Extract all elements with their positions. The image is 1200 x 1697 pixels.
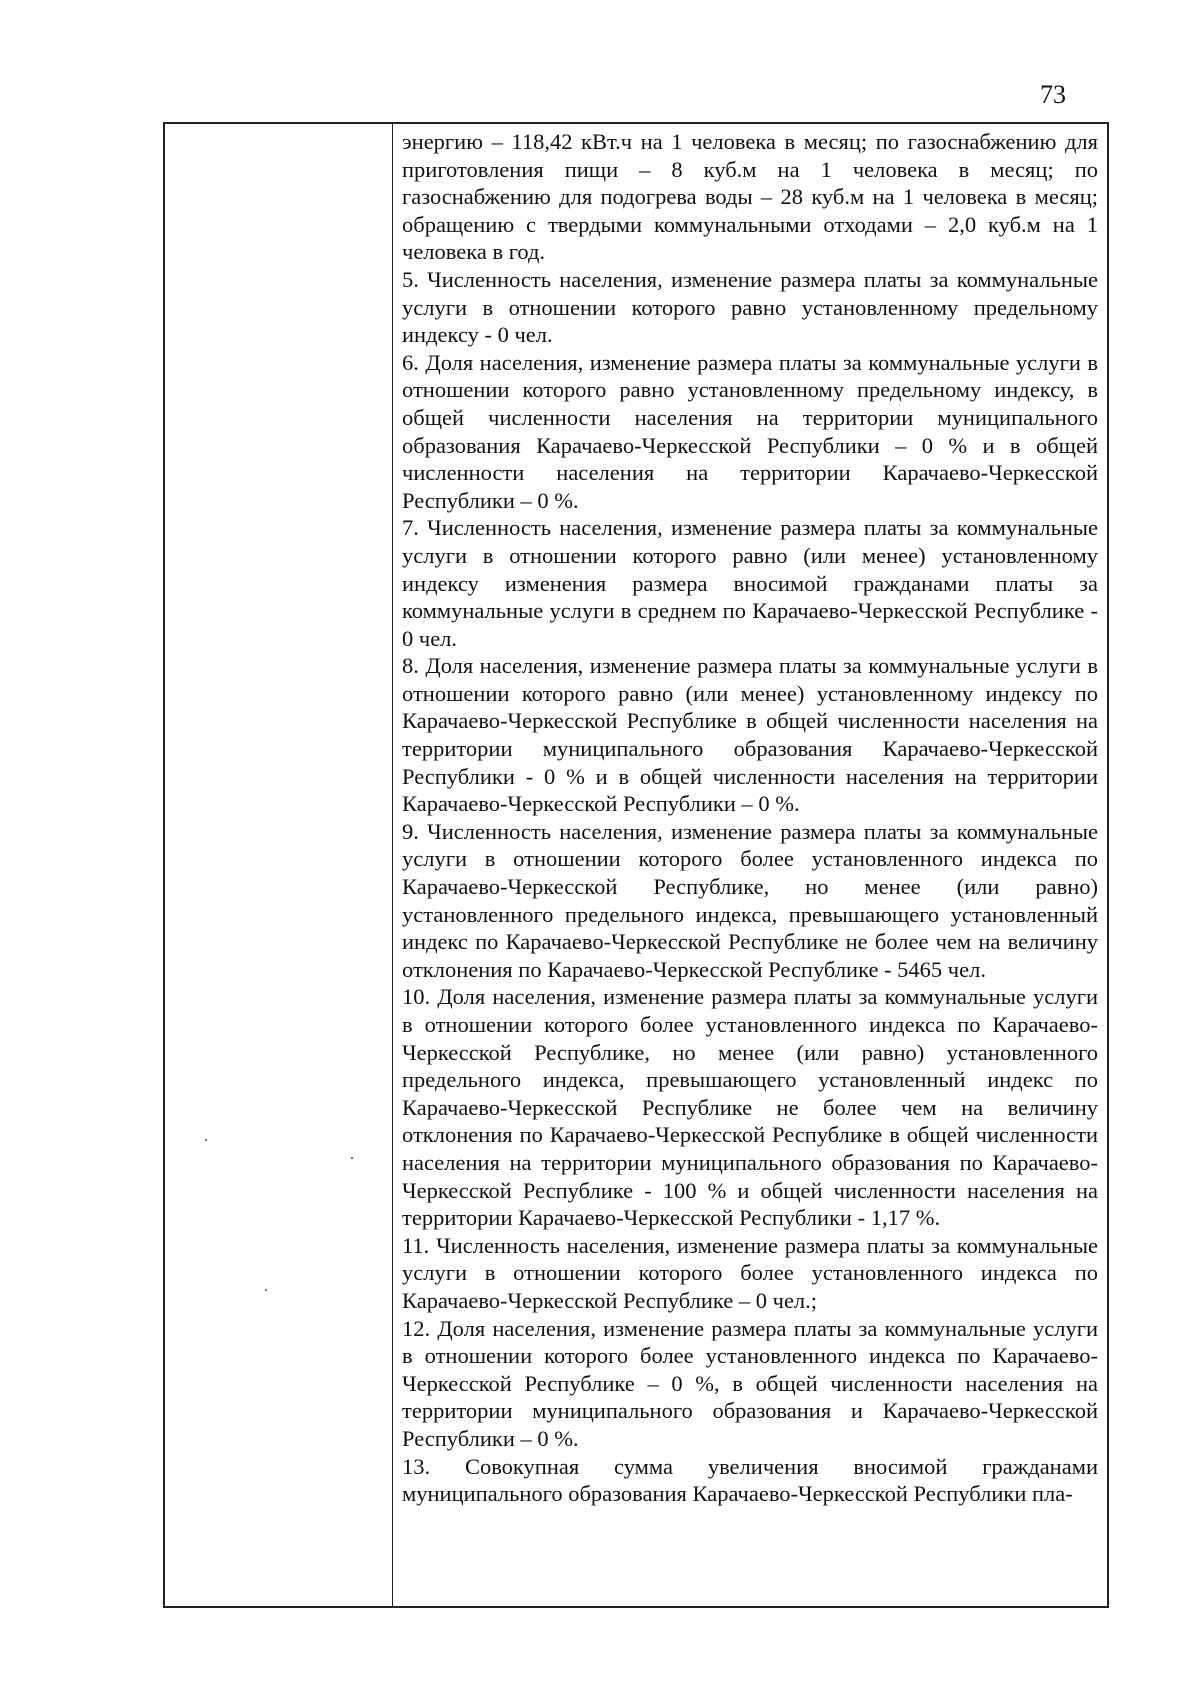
paragraph-item-11: 11. Численность населения, изменение размера платы за коммунальные услуги в отношении которого более установленного индекса по Карачаево-Черкесской Республике – 0 чел.; [402, 1232, 1098, 1313]
paragraph-item-8: 8. Доля населения, изменение размера платы за коммунальные услуги в отношении которого равно (или менее) установленному индексу по Карачаево-Черкесской Республике в общей численности населения на территории муниципального образования Карачаево-Черкесской Республики - 0 % и в общей численности населения на территории Карачаево-Черкесской Республики – 0 %. [402, 653, 1098, 817]
document-body [402, 128, 1098, 1508]
table-right-column [393, 124, 1107, 1606]
paragraph-item-13: 13. Совокупная сумма увеличения вносимой гражданами муниципального образования Карачаево-Черкесской Республики пла- [402, 1453, 1098, 1507]
paragraph-item-6: 6. Доля населения, изменение размера платы за коммунальные услуги в отношении которого равно установленному предельному индексу, в общей численности населения на территории муниципального образования Карачаево-Черкесской Республики – 0 % и в общей численности населения на территории Карачаево-Черкесской Республики – 0 %. [402, 349, 1098, 513]
paragraph-item-9: 9. Численность населения, изменение размера платы за коммунальные услуги в отношении которого более установленного индекса по Карачаево-Черкесской Республике, но менее (или равно) установленного предельного индекса, превышающего установленный индекс по Карачаево-Черкесской Республике не более чем на величину отклонения по Карачаево-Черкесской Республике - 5465 чел. [402, 818, 1098, 982]
table-left-column [165, 124, 393, 1606]
paragraph-item-12: 12. Доля населения, изменение размера платы за коммунальные услуги в отношении которого более установленного индекса по Карачаево-Черкесской Республике – 0 %, в общей численности населения на территории муниципального образования и Карачаево-Черкесской Республики – 0 %. [402, 1315, 1098, 1451]
paragraph-continuation: энергию – 118,42 кВт.ч на 1 человека в месяц; по газоснабжению для приготовления пищи – 8 куб.м на 1 человека в месяц; по газоснабжению для подогрева воды – 28 куб.м на 1 человека в месяц; обращению с твердыми коммунальными отходами – 2,0 куб.м на 1 человека в год. [402, 129, 1098, 265]
paragraph-item-5: 5. Численность населения, изменение размера платы за коммунальные услуги в отношении которого равно установленному предельному индексу - 0 чел. [402, 266, 1098, 348]
scan-artifact-dot [265, 1289, 267, 1291]
scan-artifact-dot [351, 1157, 353, 1159]
scan-artifact-dot [205, 1139, 207, 1141]
document-table [163, 122, 1109, 1608]
paragraph-item-10: 10. Доля населения, изменение размера платы за коммунальные услуги в отношении которого более установленного индекса по Карачаево-Черкесской Республике, но менее (или равно) установленного предельного индекса, превышающего установленный индекс по Карачаево-Черкесской Республике не более чем на величину отклонения по Карачаево-Черкесской Республике в общей численности населения на территории муниципального образования по Карачаево-Черкесской Республике - 100 % и общей численности населения на территории Карачаево-Черкесской Республики - 1,17 %. [402, 984, 1098, 1231]
paragraph-item-7: 7. Численность населения, изменение размера платы за коммунальные услуги в отношении которого равно (или менее) установленному индексу изменения размера вносимой гражданами платы за коммунальные услуги в среднем по Карачаево-Черкесской Республике - 0 чел. [402, 515, 1098, 651]
page-number: 73 [1040, 80, 1066, 109]
